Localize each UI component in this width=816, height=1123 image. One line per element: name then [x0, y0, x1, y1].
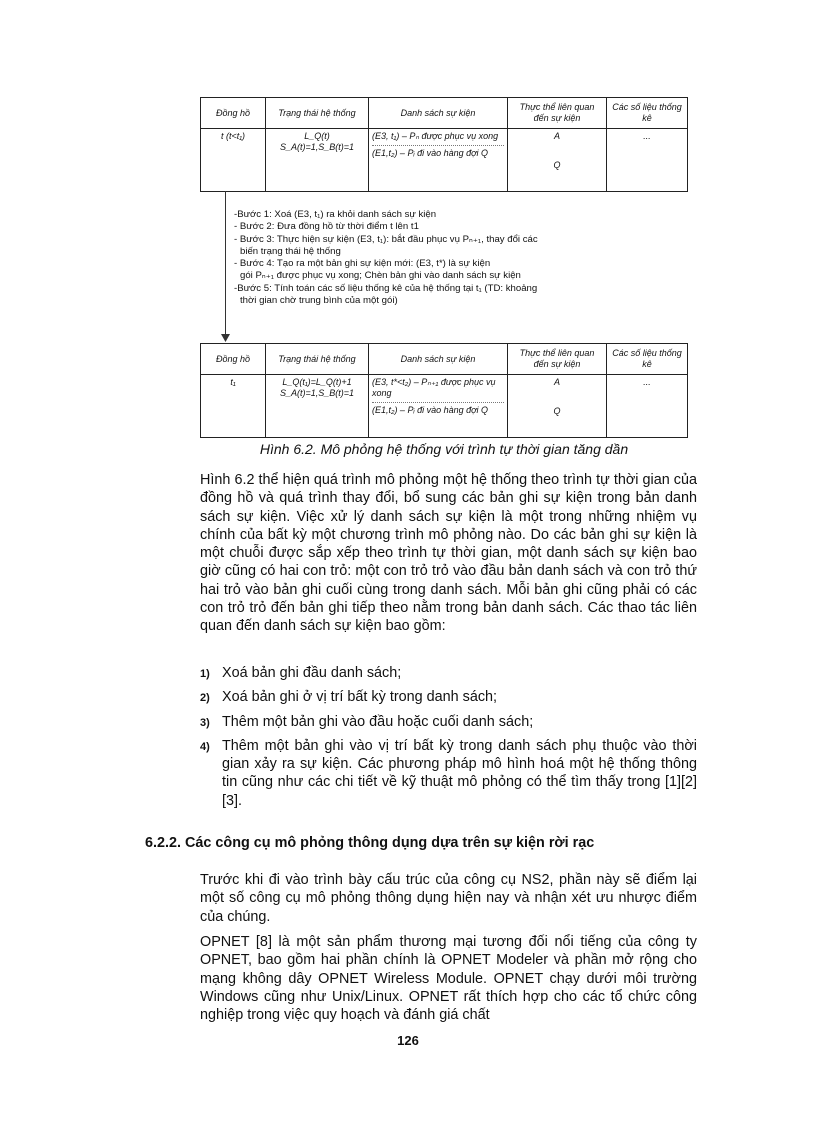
col-events: Danh sách sự kiện: [369, 98, 508, 129]
list-text: Xoá bản ghi đầu danh sách;: [222, 665, 402, 681]
col-clock: Đồng hồ: [201, 344, 266, 375]
step-line: -Bước 5: Tính toán các số liệu thống kê của hệ thống tại t₁ (TD: khoảng: [234, 282, 538, 294]
entity-item: A: [553, 131, 560, 141]
table-row: [201, 375, 688, 438]
step-line: gói Pₙ₊₁ được phục vụ xong; Chèn bản ghi vào danh sách sự kiện: [240, 270, 521, 282]
list-item: [200, 737, 697, 810]
event-item: (E3, t*<t₂) – Pₙ₊₁ được phục vụ xong: [372, 377, 496, 398]
clock-cell: t₁: [201, 375, 266, 438]
list-number: 1): [200, 668, 210, 680]
step-line: - Bước 4: Tạo ra một bản ghi sự kiện mới: (E3, t*) là sự kiện: [234, 258, 491, 270]
stats-cell: ...: [607, 129, 688, 192]
procedure-steps: [234, 209, 634, 307]
state-cell: [266, 375, 369, 438]
section-heading: 6.2.2. Các công cụ mô phỏng thông dụng dựa trên sự kiện rời rạc: [145, 835, 595, 851]
col-events: Danh sách sự kiện: [369, 344, 508, 375]
list-item: [200, 688, 697, 706]
flow-arrow-line: [225, 191, 226, 337]
body-paragraph: OPNET [8] là một sản phẩm thương mại tương đối nổi tiếng của công ty OPNET, bao gồm hai phần chính là OPNET Modeler và phần mở rộng cho mạng không dây OPNET Wireless Module. OPNET chạy dưới môi trường Windows cũng như Unix/Linux. OPNET rất thích hợp cho các tổ chức công nghiệp trong việc quy hoạch và đánh giá chất: [200, 934, 697, 1024]
list-number: 3): [200, 716, 210, 729]
body-paragraph: Hình 6.2 thể hiện quá trình mô phỏng một hệ thống theo trình tự thời gian của đồng hồ và quá trình thay đổi, bổ sung các bản ghi sự kiện trong bản danh sách sự kiện. Việc xử lý danh sách sự kiện là một trong những nhiệm vụ chính của bất kỳ một chương trình mô phỏng nào. Do các bản ghi sự kiện là một chuỗi được sắp xếp theo trình tự thời gian, một danh sách sự kiện bao giờ cũng có hai con trỏ: một con trỏ trỏ vào đầu bản danh sách và con trỏ thứ hai trỏ vào bản ghi cuối cùng trong danh sách. Mỗi bản ghi cũng phải có các con trỏ trỏ đến bản ghi tiếp theo nằm trong bản danh sách. Các thao tác liên quan đến danh sách sự kiện bao gồm:: [200, 472, 697, 635]
entity-cell: [508, 129, 607, 192]
state-cell: [266, 129, 369, 192]
list-number: 2): [200, 692, 210, 705]
col-state: Trạng thái hệ thống: [266, 98, 369, 129]
state-line: S_A(t)=1,S_B(t)=1: [279, 142, 355, 152]
list-number: 4): [200, 740, 210, 753]
stats-cell: ...: [607, 375, 688, 438]
clock-cell: t (t<t₁): [201, 129, 266, 192]
arrow-down-icon: [221, 334, 230, 342]
list-text: Thêm một bản ghi vào đầu hoặc cuối danh sách;: [222, 713, 534, 730]
state-line: S_A(t)=1,S_B(t)=1: [279, 388, 355, 398]
list-text: Xoá bản ghi ở vị trí bất kỳ trong danh sách;: [222, 689, 498, 706]
state-line: L_Q(t₁)=L_Q(t)+1: [282, 377, 352, 387]
col-entity: Thực thể liên quan đến sự kiện: [508, 98, 607, 129]
table-row: [201, 129, 688, 192]
figure-caption: Hình 6.2. Mô phỏng hệ thống với trình tự thời gian tăng dần: [259, 441, 629, 457]
step-line: - Bước 3: Thực hiện sự kiện (E3, t₁): bắt đầu phục vụ Pₙ₊₁, thay đổi các: [234, 233, 538, 245]
event-item: (E3, t₁) – Pₙ được phục vụ xong: [372, 131, 499, 141]
col-stats: Các số liệu thống kê: [607, 344, 688, 375]
step-line: biến trạng thái hệ thống: [240, 245, 341, 257]
table-header-row: [201, 344, 688, 375]
entity-item: A: [553, 377, 560, 387]
table-header-row: [201, 98, 688, 129]
operations-list: [200, 664, 697, 810]
body-paragraph: Trước khi đi vào trình bày cấu trúc của công cụ NS2, phần này sẽ điểm lại một số công cụ mô phỏng thông dụng hiện nay và nhận xét ưu nhược điểm của chúng.: [200, 872, 697, 925]
list-text: Thêm một bản ghi vào vị trí bất kỳ trong danh sách phụ thuộc vào thời gian xảy ra sự kiện. Các phương pháp mô hình hoá một hệ thống thông tin cũng như các chi tiết về kỹ thuật mô phỏng có thể tìm thấy trong [1][2][3].: [222, 737, 697, 809]
events-cell: [369, 129, 508, 192]
state-line: L_Q(t): [304, 131, 330, 141]
event-table-after: [200, 343, 688, 438]
events-cell: [369, 375, 508, 438]
col-state: Trạng thái hệ thống: [266, 344, 369, 375]
list-item: [200, 713, 697, 731]
step-line: -Bước 1: Xoá (E3, t₁) ra khỏi danh sách sự kiện: [234, 209, 437, 220]
col-entity: Thực thể liên quan đến sự kiện: [508, 344, 607, 375]
page-number: 126: [397, 1033, 419, 1048]
step-line: thời gian chờ trung bình của một gói): [240, 295, 398, 307]
entity-item: Q: [553, 160, 561, 170]
event-item: (E1,t₂) – Pᵢ đi vào hàng đợi Q: [372, 402, 504, 416]
event-item: (E1,t₂) – Pᵢ đi vào hàng đợi Q: [372, 145, 504, 159]
list-item: [200, 664, 697, 682]
entity-cell: [508, 375, 607, 438]
col-stats: Các số liệu thống kê: [607, 98, 688, 129]
col-clock: Đồng hồ: [201, 98, 266, 129]
entity-item: Q: [553, 406, 561, 416]
event-table-before: [200, 97, 688, 192]
step-line: - Bước 2: Đưa đồng hồ từ thời điểm t lên t1: [234, 221, 419, 233]
